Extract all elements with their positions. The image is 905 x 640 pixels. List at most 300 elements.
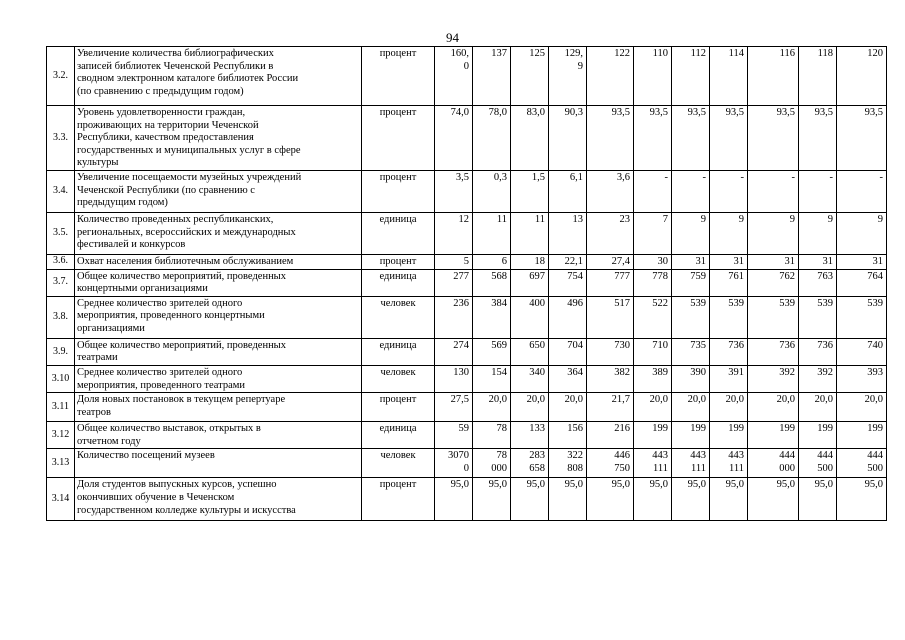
value-cell	[634, 393, 672, 422]
row-number-cell-text: 3.2.	[53, 69, 68, 81]
value-cell	[837, 170, 887, 212]
value-cell-text: 322 808	[567, 450, 583, 474]
value-cell-text: 95,0	[725, 479, 744, 491]
value-cell	[837, 365, 887, 392]
value-cell-text: 777	[614, 270, 630, 282]
value-cell	[748, 393, 799, 422]
value-cell	[710, 338, 748, 365]
value-cell	[748, 47, 799, 106]
row-number-cell-text: 3.6.	[53, 255, 68, 267]
value-cell-text: 384	[491, 297, 507, 309]
value-cell	[748, 212, 799, 254]
indicator-name-cell-text: Среднее количество зрителей одного мероприятия, проведенного театрами	[77, 366, 246, 391]
value-cell	[511, 106, 549, 171]
value-cell-text: 154	[491, 366, 507, 378]
unit-cell	[362, 422, 435, 449]
value-cell	[473, 296, 511, 338]
value-cell-text: 78	[496, 423, 507, 435]
value-cell	[549, 269, 587, 296]
indicator-name-cell	[75, 170, 362, 212]
value-cell-text: 13	[572, 213, 583, 225]
value-cell-text: 95,0	[649, 479, 668, 491]
value-cell-text: 18	[534, 255, 545, 267]
value-cell	[634, 47, 672, 106]
value-cell-text: 83,0	[526, 107, 545, 118]
row-number-cell	[47, 338, 75, 365]
value-cell	[587, 170, 634, 212]
value-cell	[634, 254, 672, 269]
unit-cell-text: единица	[379, 213, 417, 225]
table-row	[47, 365, 887, 392]
indicator-name-cell-text: Количество проведенных республиканских, региональных, всероссийских и международных фестивалей и конкурсов	[77, 213, 296, 251]
value-cell	[748, 422, 799, 449]
value-cell-text: 736	[728, 339, 744, 351]
indicator-name-cell-text: Уровень удовлетворенности граждан, проживающих на территории Чеченской Республики, качеством предоставления государственных и муниципальных услуг в сфере культуры	[77, 107, 301, 169]
value-cell-text: 199	[867, 423, 883, 435]
value-cell-text: 199	[690, 423, 706, 435]
value-cell	[473, 254, 511, 269]
value-cell	[799, 422, 837, 449]
value-cell	[587, 365, 634, 392]
unit-cell	[362, 365, 435, 392]
value-cell-text: 736	[817, 339, 833, 351]
value-cell-text: 20,0	[725, 394, 744, 406]
value-cell	[710, 478, 748, 521]
unit-cell	[362, 47, 435, 106]
value-cell	[634, 338, 672, 365]
value-cell-text: 763	[817, 270, 833, 282]
indicator-name-cell-text: Общее количество мероприятий, проведенных концертными организациями	[77, 270, 286, 295]
indicator-name-cell-text: Увеличение посещаемости музейных учреждений Чеченской Республики (по сравнению с предыдущим годом)	[77, 171, 302, 209]
value-cell	[837, 106, 887, 171]
value-cell	[435, 449, 473, 478]
value-cell-text: 274	[453, 339, 469, 351]
row-number-cell	[47, 393, 75, 422]
table-row	[47, 269, 887, 296]
value-cell	[837, 269, 887, 296]
unit-cell	[362, 296, 435, 338]
table-row	[47, 254, 887, 269]
value-cell	[837, 422, 887, 449]
value-cell	[837, 338, 887, 365]
row-number-cell	[47, 365, 75, 392]
value-cell	[837, 478, 887, 521]
value-cell	[473, 365, 511, 392]
value-cell-text: 129, 9	[564, 48, 583, 72]
row-number-cell-text: 3.5.	[53, 227, 68, 239]
table-row	[47, 449, 887, 478]
value-cell-text: 199	[728, 423, 744, 435]
value-cell-text: 390	[690, 366, 706, 378]
value-cell	[511, 449, 549, 478]
value-cell-text: 446 750	[614, 450, 630, 474]
value-cell-text: 392	[779, 366, 795, 378]
value-cell-text: 3,6	[616, 171, 630, 183]
unit-cell-text: единица	[379, 270, 417, 282]
value-cell-text: 443 111	[728, 450, 744, 474]
unit-cell-text: человек	[380, 297, 416, 309]
value-cell	[672, 393, 710, 422]
value-cell-text: 12	[458, 213, 469, 225]
value-cell-text: 137	[491, 48, 507, 59]
value-cell	[473, 269, 511, 296]
row-number-cell	[47, 422, 75, 449]
value-cell	[710, 269, 748, 296]
value-cell-text: 736	[779, 339, 795, 351]
value-cell	[435, 106, 473, 171]
value-cell-text: 539	[817, 297, 833, 309]
value-cell-text: 20,0	[526, 394, 545, 406]
value-cell-text: 496	[567, 297, 583, 309]
value-cell	[549, 106, 587, 171]
value-cell-text: 156	[567, 423, 583, 435]
value-cell-text: 9	[789, 213, 795, 225]
value-cell-text: 93,5	[776, 107, 795, 118]
value-cell-text: 11	[496, 213, 507, 225]
value-cell-text: 730	[614, 339, 630, 351]
value-cell-text: 95,0	[687, 479, 706, 491]
value-cell	[672, 338, 710, 365]
value-cell-text: 114	[728, 48, 744, 59]
row-number-cell	[47, 170, 75, 212]
value-cell-text: 31	[784, 255, 795, 267]
table-row	[47, 422, 887, 449]
value-cell	[748, 296, 799, 338]
value-cell-text: 9	[700, 213, 706, 225]
row-number-cell	[47, 106, 75, 171]
value-cell	[799, 478, 837, 521]
indicator-name-cell	[75, 449, 362, 478]
value-cell-text: 120	[867, 48, 883, 59]
value-cell-text: 110	[652, 48, 668, 59]
value-cell	[549, 422, 587, 449]
value-cell-text: 754	[567, 270, 583, 282]
value-cell-text: 444 500	[817, 450, 833, 474]
value-cell	[672, 449, 710, 478]
row-number-cell	[47, 449, 75, 478]
value-cell-text: 78 000	[491, 450, 507, 474]
value-cell-text: 391	[728, 366, 744, 378]
value-cell-text: 93,5	[611, 107, 630, 118]
value-cell-text: 31	[695, 255, 706, 267]
value-cell	[672, 269, 710, 296]
value-cell-text: 95,0	[776, 479, 795, 491]
row-number-cell	[47, 254, 75, 269]
value-cell-text: 704	[567, 339, 583, 351]
value-cell	[710, 106, 748, 171]
value-cell-text: 160, 0	[450, 48, 469, 72]
value-cell	[435, 393, 473, 422]
value-cell	[435, 212, 473, 254]
value-cell	[549, 296, 587, 338]
value-cell	[511, 269, 549, 296]
page-number: 94	[446, 30, 459, 45]
value-cell	[672, 254, 710, 269]
value-cell-text: 9	[738, 213, 744, 225]
value-cell	[473, 478, 511, 521]
value-cell-text: 130	[453, 366, 469, 378]
value-cell	[634, 365, 672, 392]
value-cell-text: 95,0	[814, 479, 833, 491]
value-cell-text: 20,0	[687, 394, 706, 406]
unit-cell-text: процент	[379, 48, 417, 59]
value-cell	[799, 338, 837, 365]
value-cell-text: 90,3	[564, 107, 583, 118]
value-cell-text: 30	[657, 255, 668, 267]
value-cell	[710, 449, 748, 478]
value-cell	[435, 338, 473, 365]
value-cell	[672, 365, 710, 392]
value-cell	[511, 47, 549, 106]
value-cell-text: 443 111	[690, 450, 706, 474]
value-cell-text: 95,0	[488, 479, 507, 491]
unit-cell	[362, 170, 435, 212]
value-cell	[511, 254, 549, 269]
indicator-name-cell	[75, 212, 362, 254]
indicator-name-cell-text: Доля новых постановок в текущем репертуаре театров	[77, 394, 286, 418]
value-cell-text: 31	[822, 255, 833, 267]
value-cell-text: 199	[817, 423, 833, 435]
value-cell-text: 759	[690, 270, 706, 282]
indicator-name-cell	[75, 478, 362, 521]
value-cell	[435, 254, 473, 269]
indicator-name-cell	[75, 393, 362, 422]
unit-cell	[362, 338, 435, 365]
indicator-name-cell-text: Увеличение количества библиографических записей библиотек Чеченской Республики в сводном электронном каталоге библиотек России (по сравнению с предыдущим годом)	[77, 48, 299, 97]
value-cell-text: 95,0	[526, 479, 545, 491]
unit-cell-text: процент	[379, 107, 417, 118]
value-cell-text: 283 658	[529, 450, 545, 474]
value-cell	[710, 212, 748, 254]
indicator-name-cell	[75, 47, 362, 106]
value-cell	[549, 393, 587, 422]
value-cell	[799, 269, 837, 296]
unit-cell	[362, 393, 435, 422]
value-cell	[549, 47, 587, 106]
value-cell-text: 517	[614, 297, 630, 309]
value-cell	[473, 212, 511, 254]
indicator-name-cell	[75, 365, 362, 392]
row-number-cell-text: 3.7.	[53, 276, 68, 288]
value-cell	[549, 338, 587, 365]
value-cell	[587, 393, 634, 422]
value-cell-text: -	[829, 171, 833, 183]
value-cell	[748, 254, 799, 269]
value-cell-text: 236	[453, 297, 469, 309]
value-cell-text: 31	[872, 255, 883, 267]
value-cell	[837, 449, 887, 478]
value-cell	[748, 269, 799, 296]
value-cell	[799, 449, 837, 478]
value-cell	[799, 296, 837, 338]
value-cell-text: 778	[652, 270, 668, 282]
value-cell-text: 95,0	[564, 479, 583, 491]
row-number-cell-text: 3.8.	[53, 310, 68, 322]
unit-cell	[362, 212, 435, 254]
row-number-cell	[47, 296, 75, 338]
table-row	[47, 296, 887, 338]
value-cell-text: 539	[690, 297, 706, 309]
value-cell	[473, 422, 511, 449]
value-cell-text: 740	[867, 339, 883, 351]
value-cell	[672, 47, 710, 106]
value-cell	[837, 254, 887, 269]
value-cell	[634, 449, 672, 478]
value-cell-text: 27,4	[611, 255, 630, 267]
value-cell	[710, 170, 748, 212]
unit-cell	[362, 106, 435, 171]
indicator-name-cell-text: Охват населения библиотечным обслуживанием	[77, 255, 294, 267]
value-cell-text: 95,0	[611, 479, 630, 491]
value-cell	[634, 269, 672, 296]
value-cell-text: 393	[867, 366, 883, 378]
value-cell	[634, 422, 672, 449]
indicator-name-cell-text: Количество посещений музеев	[77, 450, 215, 462]
value-cell	[799, 212, 837, 254]
value-cell-text: 1,5	[531, 171, 545, 183]
value-cell	[672, 296, 710, 338]
value-cell-text: 22,1	[564, 255, 583, 267]
unit-cell	[362, 269, 435, 296]
value-cell	[511, 422, 549, 449]
value-cell-text: 568	[491, 270, 507, 282]
value-cell-text: 9	[877, 213, 883, 225]
value-cell-text: 569	[491, 339, 507, 351]
value-cell	[672, 478, 710, 521]
value-cell-text: 443 111	[652, 450, 668, 474]
table-row	[47, 478, 887, 521]
value-cell	[748, 170, 799, 212]
value-cell	[511, 170, 549, 212]
value-cell-text: 27,5	[450, 394, 469, 406]
value-cell	[549, 449, 587, 478]
value-cell-text: -	[791, 171, 795, 183]
value-cell	[837, 296, 887, 338]
value-cell-text: 93,5	[725, 107, 744, 118]
indicator-name-cell	[75, 422, 362, 449]
value-cell-text: 199	[779, 423, 795, 435]
row-number-cell	[47, 47, 75, 106]
value-cell	[634, 212, 672, 254]
value-cell-text: 20,0	[776, 394, 795, 406]
value-cell	[549, 254, 587, 269]
value-cell-text: -	[702, 171, 706, 183]
value-cell	[710, 47, 748, 106]
value-cell	[587, 47, 634, 106]
value-cell-text: 650	[529, 339, 545, 351]
indicator-name-cell	[75, 338, 362, 365]
value-cell	[435, 365, 473, 392]
value-cell	[748, 106, 799, 171]
value-cell	[435, 47, 473, 106]
value-cell	[587, 254, 634, 269]
value-cell	[634, 296, 672, 338]
value-cell-text: 539	[728, 297, 744, 309]
value-cell-text: 697	[529, 270, 545, 282]
unit-cell-text: процент	[379, 255, 417, 267]
value-cell	[473, 47, 511, 106]
value-cell-text: 3,5	[455, 171, 469, 183]
value-cell	[799, 393, 837, 422]
value-cell-text: 3070 0	[448, 450, 469, 474]
value-cell-text: 539	[779, 297, 795, 309]
value-cell-text: 444 500	[867, 450, 883, 474]
value-cell	[837, 47, 887, 106]
value-cell-text: 199	[652, 423, 668, 435]
value-cell	[799, 170, 837, 212]
value-cell	[634, 106, 672, 171]
value-cell	[672, 422, 710, 449]
value-cell-text: 31	[733, 255, 744, 267]
value-cell-text: 762	[779, 270, 795, 282]
value-cell	[672, 170, 710, 212]
value-cell-text: 216	[614, 423, 630, 435]
value-cell	[549, 212, 587, 254]
value-cell-text: 78,0	[488, 107, 507, 118]
value-cell-text: 20,0	[649, 394, 668, 406]
indicator-name-cell-text: Среднее количество зрителей одного мероприятия, проведенного концертными организациями	[77, 297, 265, 334]
value-cell	[710, 365, 748, 392]
value-cell-text: 93,5	[687, 107, 706, 118]
value-cell	[634, 170, 672, 212]
value-cell	[634, 478, 672, 521]
unit-cell	[362, 449, 435, 478]
value-cell	[435, 170, 473, 212]
value-cell	[549, 365, 587, 392]
value-cell	[710, 393, 748, 422]
value-cell	[473, 106, 511, 171]
value-cell-text: 21,7	[611, 394, 630, 406]
value-cell	[799, 254, 837, 269]
value-cell	[473, 393, 511, 422]
value-cell-text: 20,0	[488, 394, 507, 406]
unit-cell-text: человек	[380, 450, 416, 462]
value-cell	[511, 212, 549, 254]
value-cell	[748, 338, 799, 365]
value-cell	[799, 365, 837, 392]
value-cell	[511, 478, 549, 521]
row-number-cell-text: 3.3.	[53, 131, 68, 143]
value-cell-text: 93,5	[814, 107, 833, 118]
row-number-cell-text: 3.12	[51, 428, 70, 440]
value-cell	[473, 170, 511, 212]
table-row	[47, 212, 887, 254]
row-number-cell-text: 3.9.	[53, 345, 68, 357]
table-row	[47, 170, 887, 212]
value-cell-text: 761	[728, 270, 744, 282]
value-cell-text: 444 000	[779, 450, 795, 474]
value-cell-text: 400	[529, 297, 545, 309]
value-cell-text: 522	[652, 297, 668, 309]
value-cell	[473, 449, 511, 478]
indicators-table	[46, 46, 887, 521]
value-cell	[672, 212, 710, 254]
value-cell-text: 710	[652, 339, 668, 351]
indicator-name-cell	[75, 269, 362, 296]
value-cell-text: 9	[827, 213, 833, 225]
unit-cell-text: единица	[379, 423, 417, 435]
value-cell-text: 20,0	[864, 394, 883, 406]
row-number-cell-text: 3.13	[51, 457, 70, 469]
value-cell-text: 23	[619, 213, 630, 225]
value-cell-text: 112	[690, 48, 706, 59]
table-row	[47, 106, 887, 171]
value-cell-text: 539	[867, 297, 883, 309]
row-number-cell-text: 3.11	[51, 400, 70, 412]
indicator-name-cell	[75, 254, 362, 269]
table-row	[47, 393, 887, 422]
unit-cell-text: человек	[380, 366, 416, 378]
